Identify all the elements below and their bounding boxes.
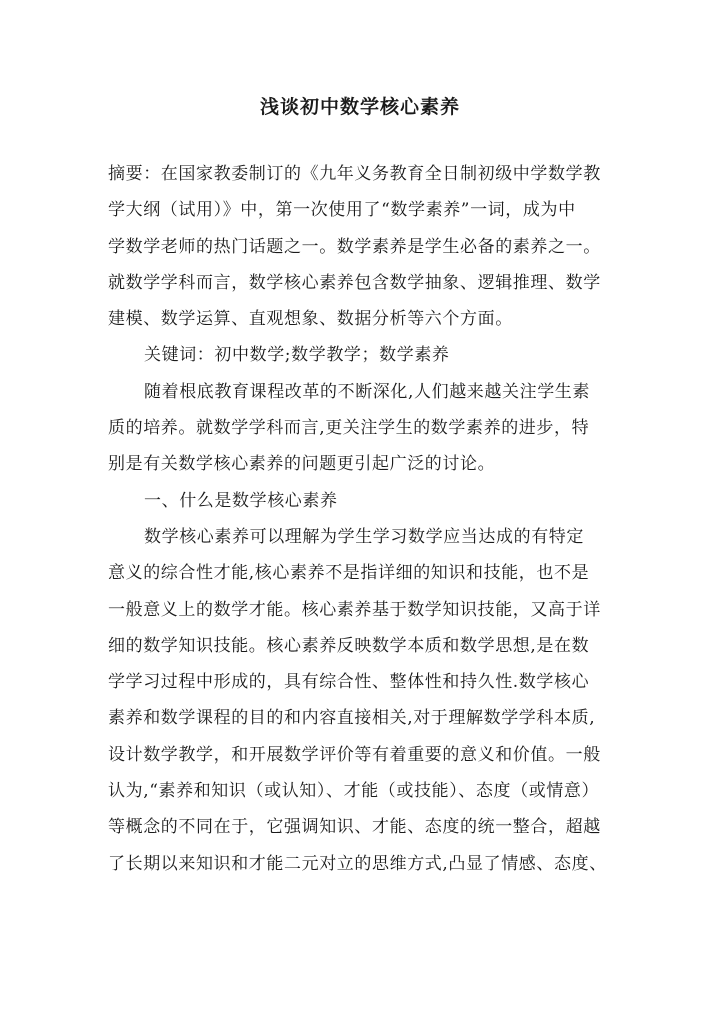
text-line: 素养和数学课程的目的和内容直接相关,对于理解数学学科本质, (108, 708, 596, 729)
text-line: 质的培养。就数学学科而言,更关注学生的数学素养的进步，特 (108, 418, 590, 439)
document-body (108, 156, 620, 882)
text-line: 别是有关数学核心素养的问题更引起广泛的讨论。 (108, 454, 496, 475)
text-line: 建模、数学运算、直观想象、数据分析等六个方面。 (108, 309, 513, 330)
text-line: 摘要：在国家教委制订的《九年义务教育全日制初级中学数学教 (108, 164, 601, 184)
document-title: 浅谈初中数学核心素养 (259, 96, 460, 118)
text-line: 一、什么是数学核心素养 (144, 490, 338, 511)
text-line: 学数学老师的热门话题之一。数学素养是学生必备的素养之一。 (108, 236, 601, 257)
text-line: 就数学学科而言，数学核心素养包含数学抽象、逻辑推理、数学 (108, 272, 601, 293)
text-line: 随着根底教育课程改革的不断深化,人们越来越关注学生素 (144, 381, 591, 402)
text-line: 等概念的不同在于，它强调知识、才能、态度的统一整合，超越 (108, 817, 601, 838)
text-line: 意义的综合性才能,核心素养不是指详细的知识和技能，也不是 (108, 563, 590, 584)
text-line: 学学习过程中形成的，具有综合性、整体性和持久性.数学核心 (108, 672, 590, 693)
text-line: 关键词：初中数学;数学教学；数学素养 (144, 345, 450, 366)
text-line: 学大纲（试用）》中，第一次使用了“数学素养”一词，成为中 (108, 200, 576, 221)
text-line: 认为,“素养和知识（或认知）、才能（或技能）、态度（或情意） (108, 781, 600, 802)
text-line: 细的数学知识技能。核心素养反映数学本质和数学思想,是在数 (108, 635, 590, 656)
text-line: 一般意义上的数学才能。核心素养基于数学知识技能，又高于详 (108, 599, 601, 620)
text-line: 了长期以来知识和才能二元对立的思维方式,凸显了情感、态度、 (108, 853, 607, 874)
text-line: 设计数学教学，和开展数学评价等有着重要的意义和价值。一般 (108, 744, 601, 765)
text-line: 数学核心素养可以理解为学生学习数学应当达成的有特定 (144, 526, 584, 547)
